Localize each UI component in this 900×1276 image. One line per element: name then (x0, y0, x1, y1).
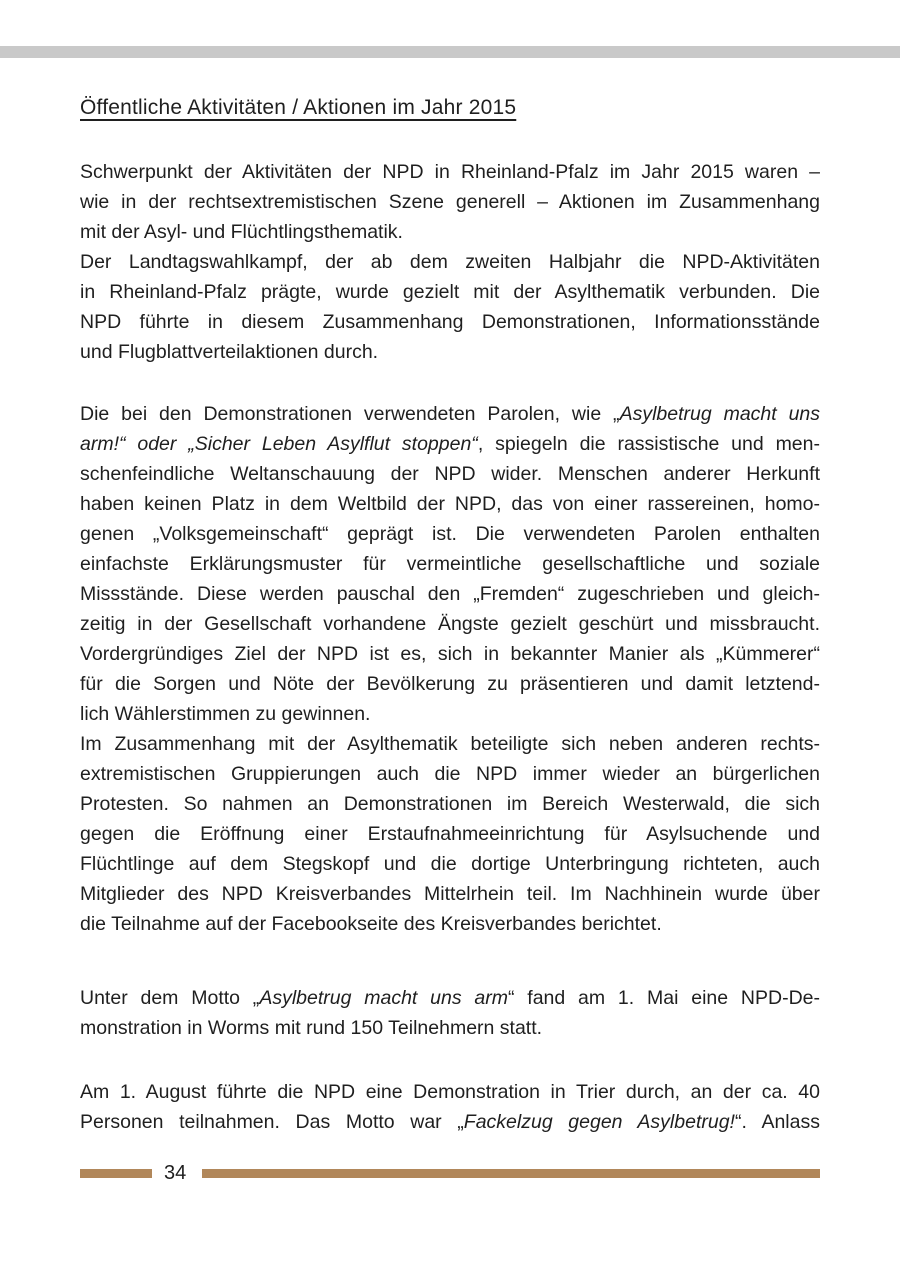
text-line (80, 307, 820, 337)
body-text: mit der Asyl- und Flüchtlingsthematik. (80, 221, 403, 243)
text-line (80, 187, 820, 217)
paragraph-block-worms-demo (80, 983, 820, 1043)
body-text: Mitglieder des NPD Kreisverbandes Mittelrhein teil. Im Nachhinein wurde über (80, 883, 820, 905)
paragraph-block-trier-demo (80, 1077, 820, 1137)
text-line (80, 247, 820, 277)
text-line (80, 1077, 820, 1107)
body-text: Die bei den Demonstrationen verwendeten Parolen, wie „ (80, 403, 620, 425)
body-text: lich Wählerstimmen zu gewinnen. (80, 703, 371, 725)
body-text: genen „Volksgemeinschaft“ geprägt ist. Die verwendeten Parolen enthalten (80, 523, 820, 545)
footer-bar-left (80, 1169, 152, 1178)
text-line (80, 983, 820, 1013)
body-text: “ fand am 1. Mai eine NPD-De- (507, 987, 820, 1009)
body-text: extremistischen Gruppierungen auch die NPD immer wieder an bürgerlichen (80, 763, 820, 785)
text-line (80, 819, 820, 849)
text-line (80, 879, 820, 909)
page-footer (80, 1160, 820, 1186)
body-text: und Flugblattverteilaktionen durch. (80, 341, 379, 363)
footer-bar-right (202, 1169, 820, 1178)
body-text: Im Zusammenhang mit der Asylthematik beteiligte sich neben anderen rechts- (80, 733, 820, 755)
text-line (80, 909, 820, 939)
body-text: gegen die Eröffnung einer Erstaufnahmeeinrichtung für Asylsuchende und (80, 823, 820, 845)
quoted-slogan-text: arm!“ oder „Sicher Leben Asylflut stoppen“ (80, 433, 478, 455)
text-line (80, 759, 820, 789)
body-text: Missstände. Diese werden pauschal den „Fremden“ zugeschrieben und gleich- (80, 583, 820, 605)
text-line (80, 429, 820, 459)
text-line (80, 1013, 820, 1043)
text-line (80, 849, 820, 879)
quoted-slogan-text: Fackelzug gegen Asylbetrug! (463, 1111, 735, 1133)
body-text: die Teilnahme auf der Facebookseite des Kreisverbandes berichtet. (80, 913, 662, 935)
text-line (80, 699, 820, 729)
text-line (80, 337, 820, 367)
body-text: haben keinen Platz in dem Weltbild der NPD, das von einer rassereinen, homo- (80, 493, 820, 515)
body-text: “. Anlass (734, 1111, 820, 1133)
top-gray-bar (0, 46, 900, 58)
paragraph-block-parolen (80, 399, 820, 939)
text-line (80, 549, 820, 579)
text-line (80, 1107, 820, 1137)
body-text: zeitig in der Gesellschaft vorhandene Ängste gezielt geschürt und missbraucht. (80, 613, 820, 635)
body-text: Schwerpunkt der Aktivitäten der NPD in Rheinland-Pfalz im Jahr 2015 waren – (80, 161, 820, 183)
quoted-slogan-text: Asylbetrug macht uns arm (259, 987, 508, 1009)
text-line (80, 277, 820, 307)
body-text: , spiegeln die rassistische und men- (477, 433, 820, 455)
paragraph-block-activities (80, 157, 820, 367)
text-line (80, 609, 820, 639)
text-line (80, 399, 820, 429)
body-text: Protesten. So nahmen an Demonstrationen im Bereich Westerwald, die sich (80, 793, 820, 815)
body-text: Der Landtagswahlkampf, der ab dem zweiten Halbjahr die NPD-Aktivitäten (80, 251, 820, 273)
body-text: für die Sorgen und Nöte der Bevölkerung zu präsentieren und damit letztend- (80, 673, 820, 695)
body-text: Personen teilnahmen. Das Motto war „ (80, 1111, 464, 1133)
text-line (80, 519, 820, 549)
text-line (80, 639, 820, 669)
text-line (80, 669, 820, 699)
body-text: Unter dem Motto „ (80, 987, 260, 1009)
page-number: 34 (164, 1162, 187, 1184)
body-text: schenfeindliche Weltanschauung der NPD wider. Menschen anderer Herkunft (80, 463, 820, 485)
body-text: Am 1. August führte die NPD eine Demonstration in Trier durch, an der ca. 40 (80, 1081, 820, 1103)
body-text: monstration in Worms mit rund 150 Teilnehmern statt. (80, 1017, 543, 1039)
body-text: wie in der rechtsextremistischen Szene generell – Aktionen im Zusammenhang (80, 191, 820, 213)
body-text: einfachste Erklärungsmuster für vermeintliche gesellschaftliche und soziale (80, 553, 820, 575)
text-line (80, 459, 820, 489)
text-line (80, 729, 820, 759)
text-line (80, 489, 820, 519)
body-text: Vordergründiges Ziel der NPD ist es, sich in bekannter Manier als „Kümmerer“ (80, 643, 820, 665)
text-line (80, 789, 820, 819)
text-line (80, 579, 820, 609)
body-text: in Rheinland-Pfalz prägte, wurde gezielt mit der Asylthematik verbunden. Die (80, 281, 820, 303)
quoted-slogan-text: Asylbetrug macht uns (619, 403, 821, 425)
text-line (80, 157, 820, 187)
text-line (80, 217, 820, 247)
body-text: NPD führte in diesem Zusammenhang Demonstrationen, Informationsstände (80, 311, 820, 333)
section-heading: Öffentliche Aktivitäten / Aktionen im Jahr 2015 (80, 96, 517, 119)
body-text: Flüchtlinge auf dem Stegskopf und die dortige Unterbringung richteten, auch (80, 853, 820, 875)
